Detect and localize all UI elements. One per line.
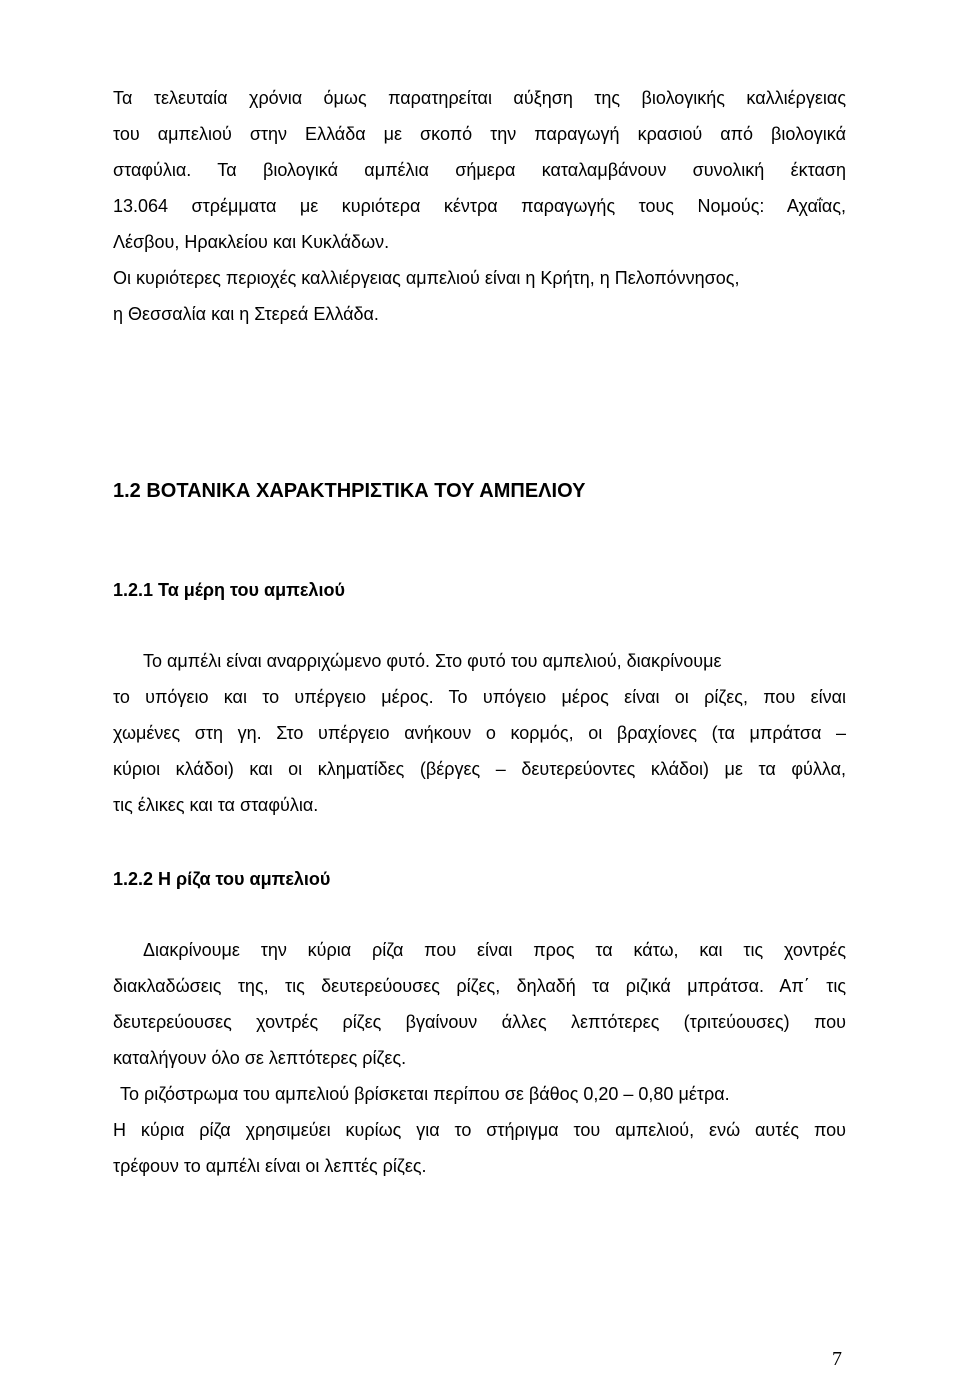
root-line-1: Διακρίνουμε την κύρια ρίζα που είναι προς τα κάτω, και τις χοντρές: [143, 940, 846, 960]
parts-line-1: Το αμπέλι είναι αναρριχώμενο φυτό. Στο φυτό του αμπελιού, διακρίνουμε: [143, 651, 722, 671]
intro-line-7: η Θεσσαλία και η Στερεά Ελλάδα.: [113, 304, 379, 324]
intro-line-3: σταφύλια. Τα βιολογικά αμπέλια σήμερα καταλαμβάνουν συνολική έκταση: [113, 160, 846, 180]
parts-line-2: το υπόγειο και το υπέργειο μέρος. Το υπόγειο μέρος είναι οι ρίζες, που είναι: [113, 687, 846, 707]
parts-line-3: χωμένες στη γη. Στο υπέργειο ανήκουν ο κορμός, οι βραχίονες (τα μπράτσα –: [113, 723, 846, 743]
page-number: 7: [832, 1348, 842, 1370]
intro-line-5: Λέσβου, Ηρακλείου και Κυκλάδων.: [113, 232, 390, 252]
root-line-3: δευτερεύουσες χοντρές ρίζες βγαίνουν άλλες λεπτότερες (τριτεύουσες) που: [113, 1012, 846, 1032]
root-line-4: καταλήγουν όλο σε λεπτότερες ρίζες.: [113, 1048, 407, 1068]
root-line-2: διακλαδώσεις της, τις δευτερεύουσες ρίζες, δηλαδή τα ριζικά μπράτσα. Απ΄ τις: [113, 976, 846, 996]
parts-line-4: κύριοι κλάδοι) και οι κληματίδες (βέργες – δευτερεύοντες κλάδοι) με τα φύλλα,: [113, 759, 846, 779]
intro-line-4: 13.064 στρέμματα με κυριότερα κέντρα παραγωγής τους Νομούς: Αχαΐας,: [113, 196, 846, 216]
root-line-7: τρέφουν το αμπέλι είναι οι λεπτές ρίζες.: [113, 1156, 427, 1176]
root-heading: 1.2.2 Η ρίζα του αμπελιού: [113, 869, 331, 889]
root-line-5: Το ριζόστρωμα του αμπελιού βρίσκεται περίπου σε βάθος 0,20 – 0,80 μέτρα.: [120, 1084, 730, 1104]
intro-line-1: Τα τελευταία χρόνια όμως παρατηρείται αύξηση της βιολογικής καλλιέργειας: [113, 88, 846, 108]
intro-line-2: του αμπελιού στην Ελλάδα με σκοπό την παραγωγή κρασιού από βιολογικά: [113, 124, 846, 144]
parts-heading: 1.2.1 Τα μέρη του αμπελιού: [113, 580, 345, 600]
parts-line-5: τις έλικες και τα σταφύλια.: [113, 795, 319, 815]
root-line-6: Η κύρια ρίζα χρησιμεύει κυρίως για το στήριγμα του αμπελιού, ενώ αυτές που: [113, 1120, 846, 1140]
intro-line-6: Οι κυριότερες περιοχές καλλιέργειας αμπελιού είναι η Κρήτη, η Πελοπόννησος,: [113, 268, 740, 288]
section-heading: 1.2 ΒΟΤΑΝΙΚΑ ΧΑΡΑΚΤΗΡΙΣΤΙΚΑ ΤΟΥ ΑΜΠΕΛΙΟΥ: [113, 480, 586, 502]
